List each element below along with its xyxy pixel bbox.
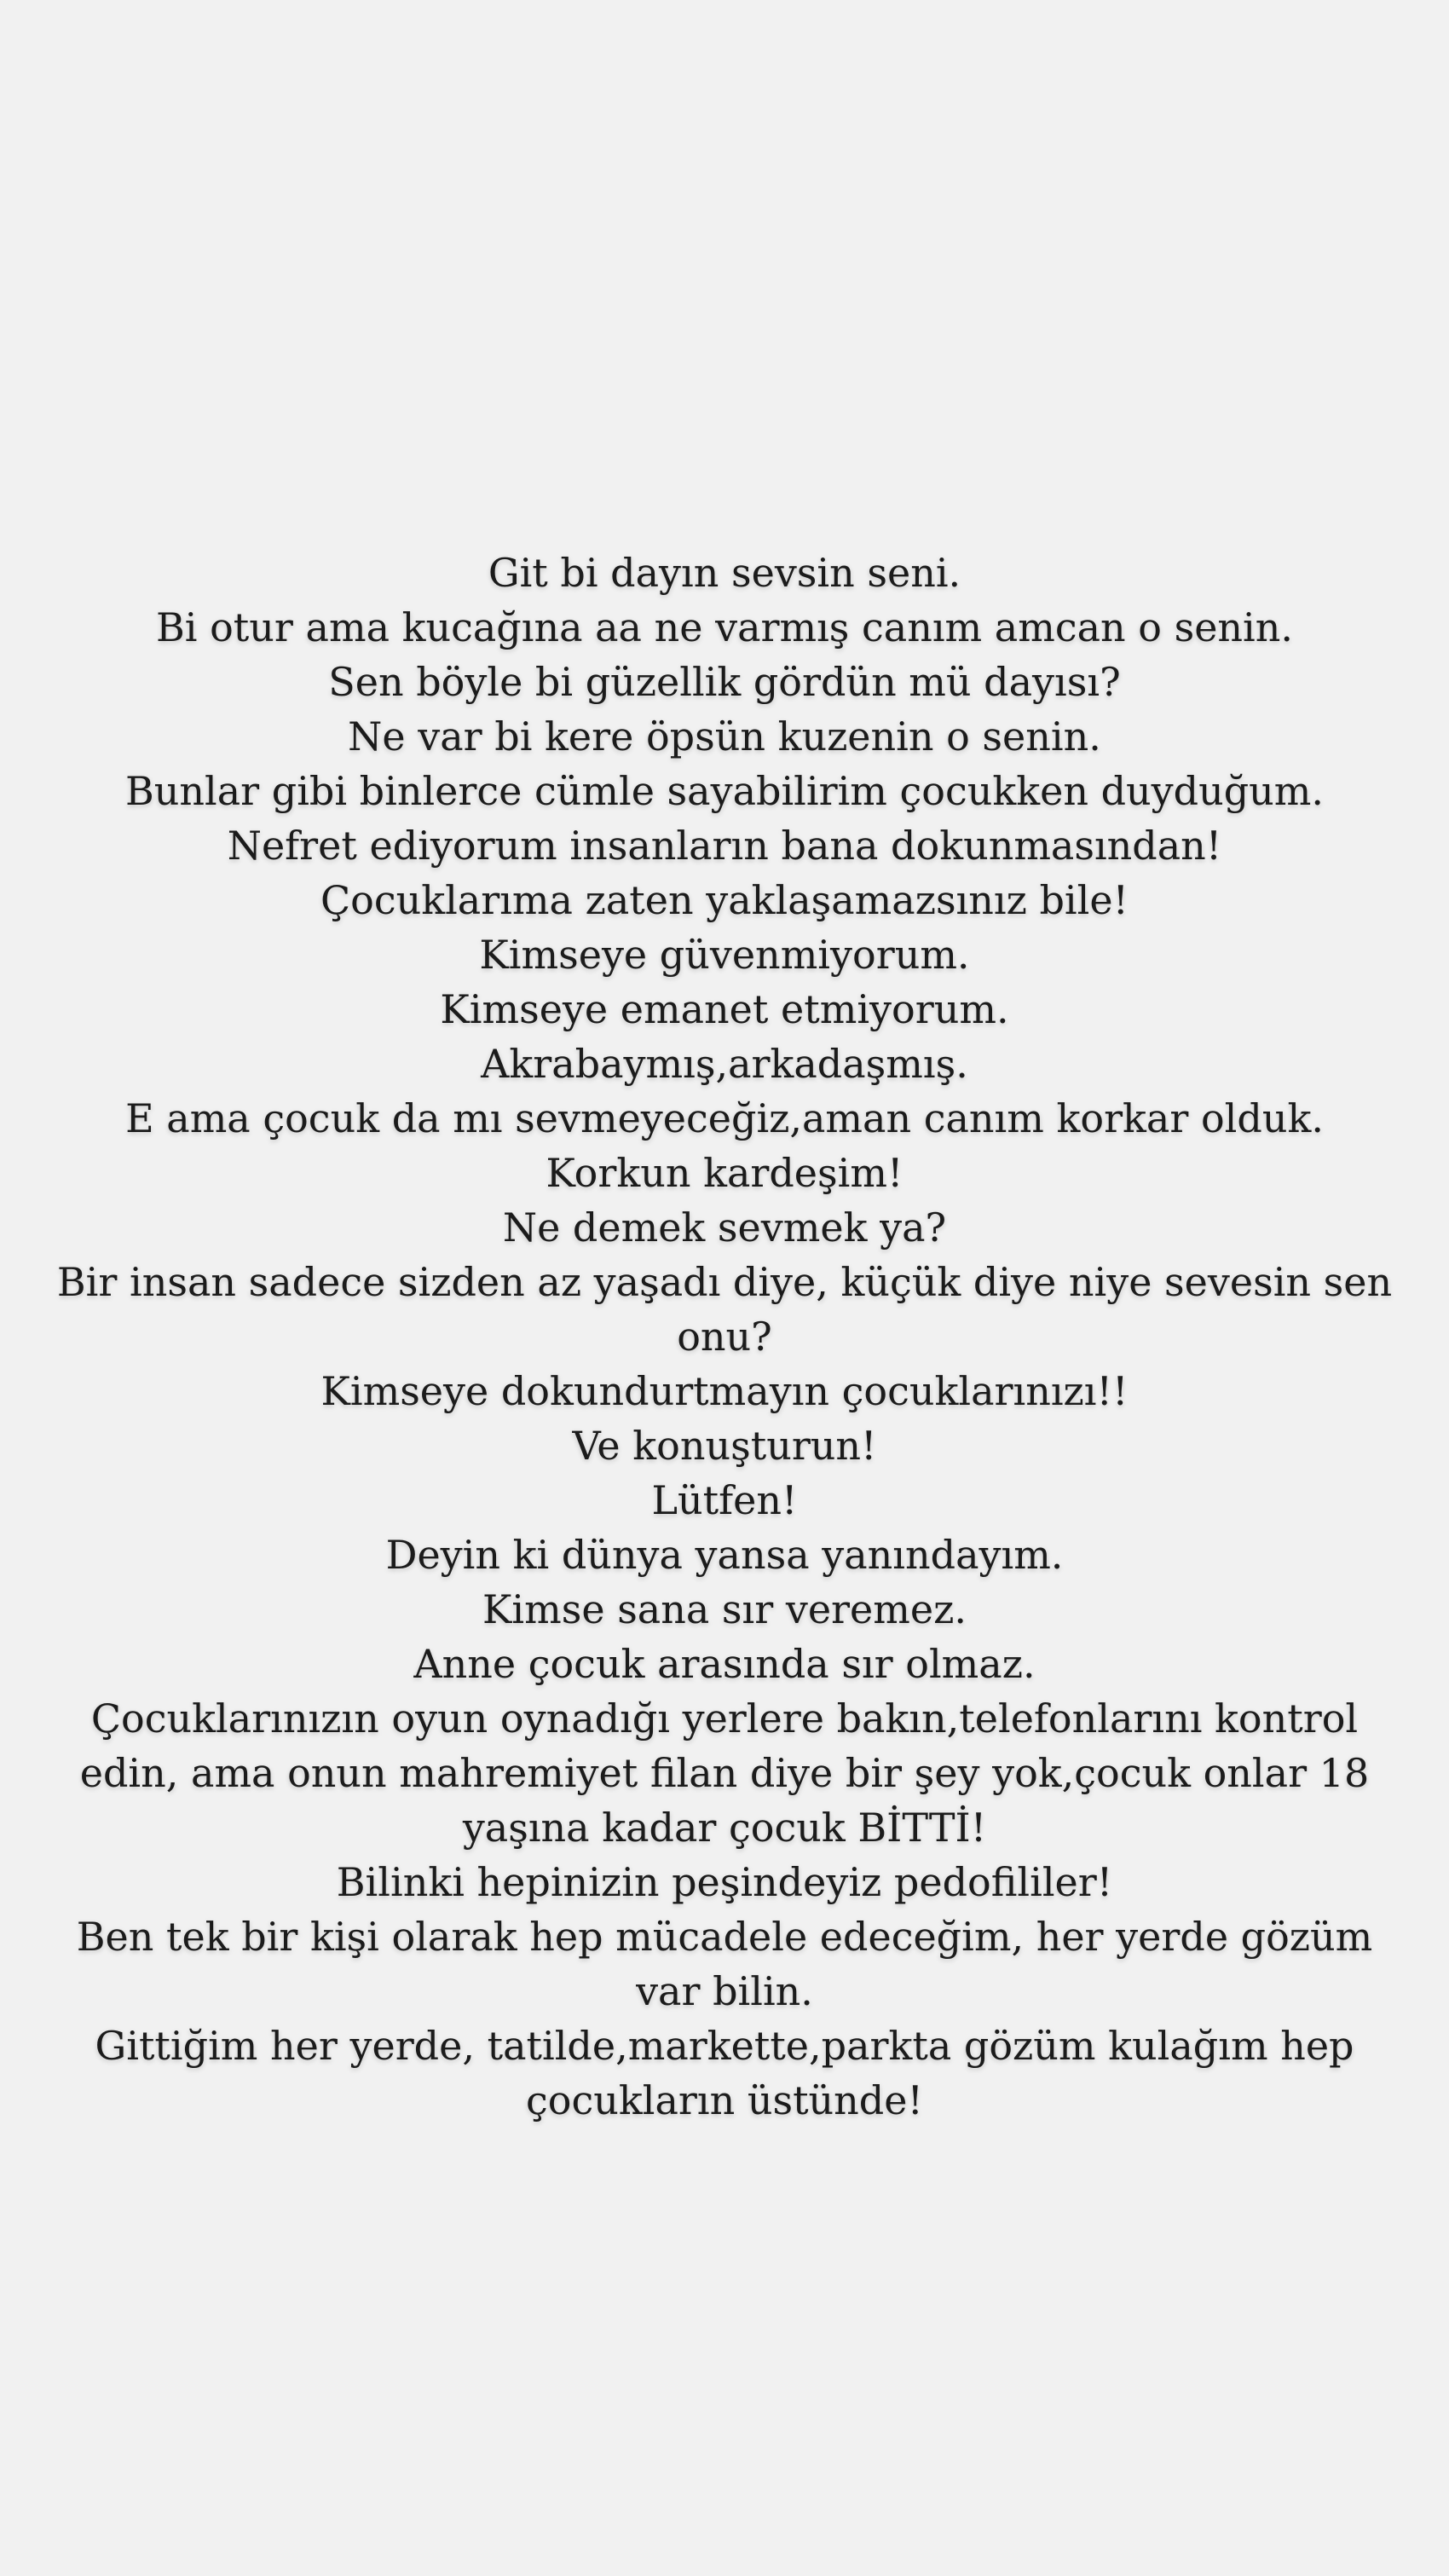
text-line: Deyin ki dünya yansa yanındayım. — [385, 1532, 1064, 1578]
text-line: Kimse sana sır veremez. — [482, 1586, 967, 1632]
text-line: Çocuklarınızın oyun oynadığı yerlere bakın,telefonlarını kontrol — [90, 1695, 1359, 1741]
text-line: Anne çocuk arasında sır olmaz. — [413, 1641, 1036, 1687]
text-line: Ve konuşturun! — [572, 1423, 877, 1469]
text-line: Gittiğim her yerde, tatilde,markette,parkta gözüm kulağım hep — [95, 2023, 1354, 2069]
text-line: Korkun kardeşim! — [546, 1150, 903, 1196]
text-line: Kimseye emanet etmiyorum. — [440, 986, 1009, 1032]
text-line: Kimseye güvenmiyorum. — [479, 932, 970, 978]
text-line: Kimseye dokundurtmayın çocuklarınızı!! — [320, 1368, 1129, 1414]
text-line: onu? — [677, 1314, 772, 1360]
text-line: Bunlar gibi binlerce cümle sayabilirim çocukken duyduğum. — [124, 768, 1325, 814]
text-line: Bir insan sadece sizden az yaşadı diye, küçük diye niye sevesin sen — [56, 1259, 1393, 1305]
text-line: Akrabaymış,arkadaşmış. — [481, 1041, 968, 1087]
text-line: Bilinki hepinizin peşindeyiz pedofililer! — [336, 1859, 1113, 1905]
text-line: Lütfen! — [651, 1477, 798, 1523]
text-line: çocukların üstünde! — [526, 2077, 923, 2123]
text-line: yaşına kadar çocuk BİTTİ! — [462, 1805, 987, 1851]
text-line: Ne var bi kere öpsün kuzenin o senin. — [348, 713, 1101, 760]
text-line: Ne demek sevmek ya? — [502, 1204, 947, 1250]
text-line: Git bi dayın sevsin seni. — [488, 550, 961, 596]
text-line: E ama çocuk da mı sevmeyeceğiz,aman canım korkar olduk. — [125, 1095, 1324, 1141]
story-text — [34, 546, 1415, 2128]
text-line: Sen böyle bi güzellik gördün mü dayısı? — [328, 659, 1121, 705]
text-line: edin, ama onun mahremiyet filan diye bir şey yok,çocuk onlar 18 — [79, 1750, 1370, 1796]
text-line: var bilin. — [636, 1968, 813, 2014]
text-line: Çocuklarıma zaten yaklaşamazsınız bile! — [320, 877, 1129, 923]
text-line: Ben tek bir kişi olarak hep mücadele edeceğim, her yerde gözüm — [76, 1914, 1373, 1960]
text-line: Nefret ediyorum insanların bana dokunmasından! — [227, 823, 1222, 869]
text-line: Bi otur ama kucağına aa ne varmış canım amcan o senin. — [155, 604, 1294, 650]
